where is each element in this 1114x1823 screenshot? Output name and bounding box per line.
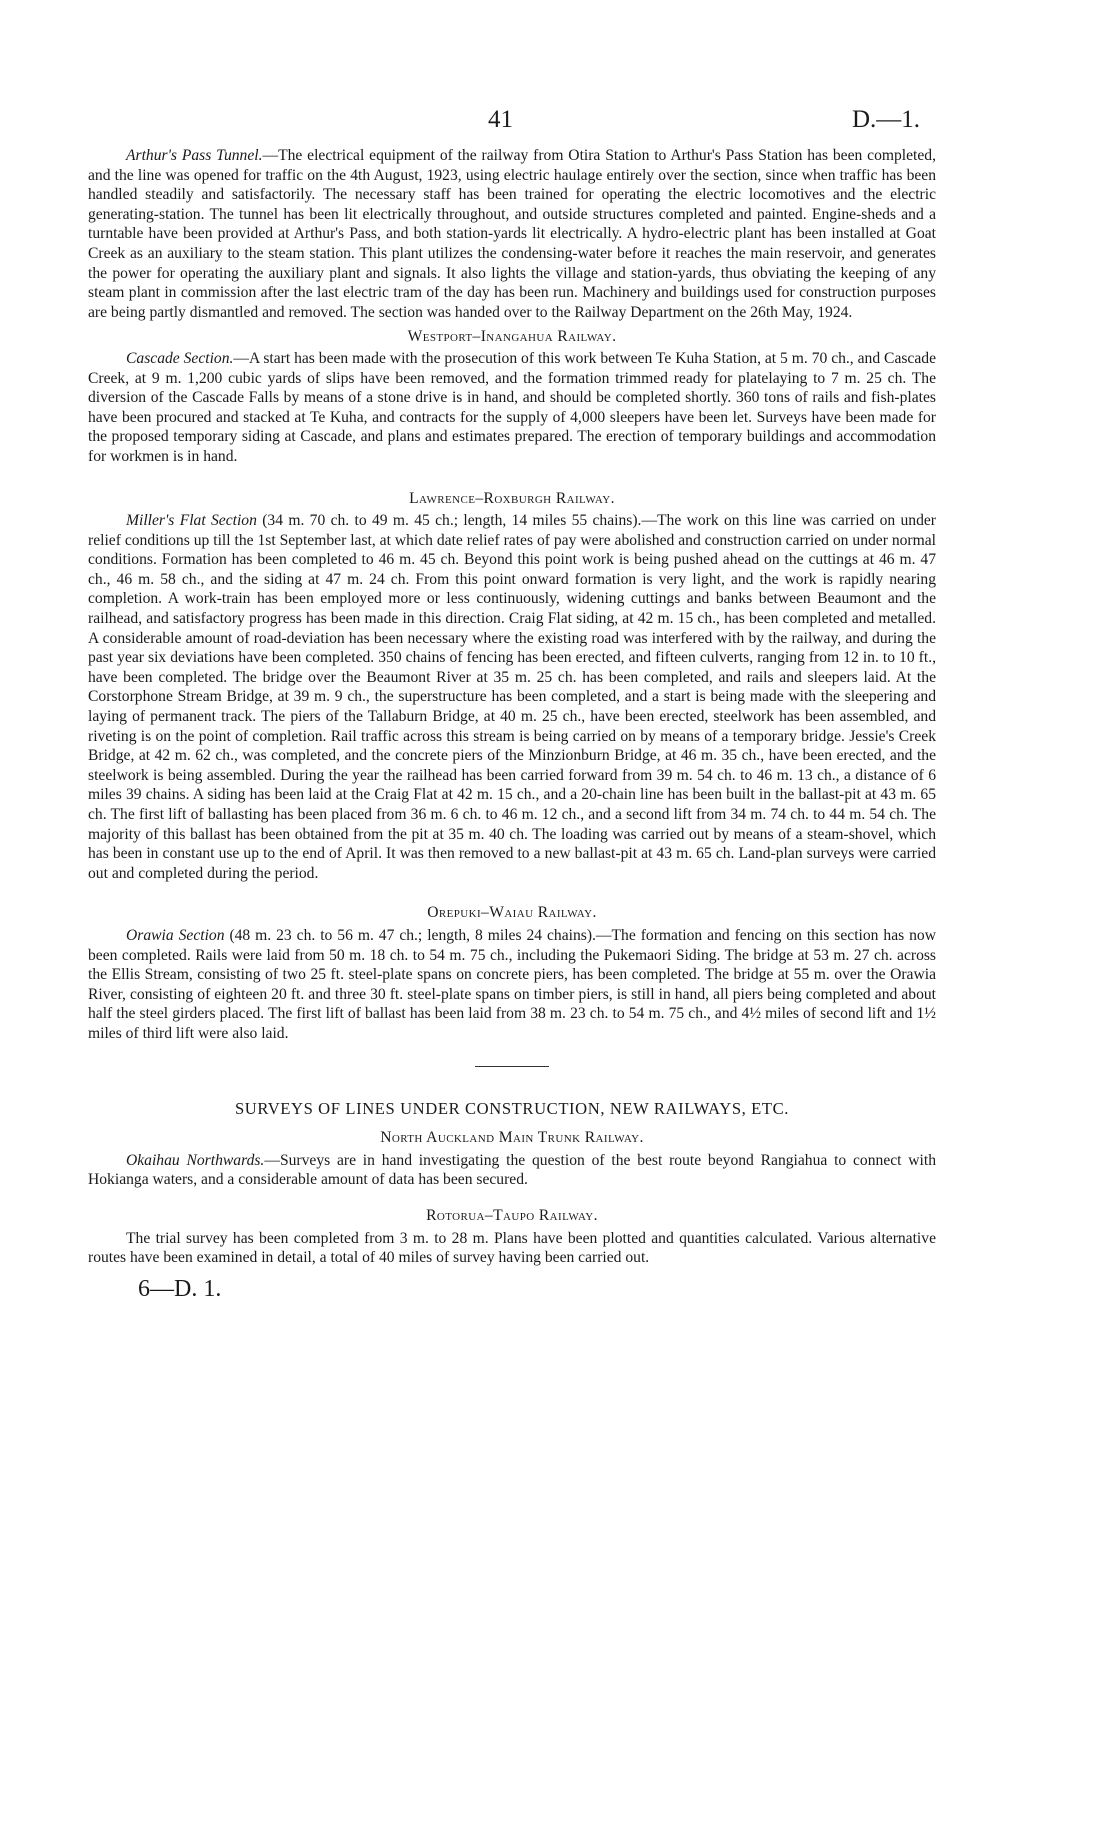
page-number: 41 [488,106,513,133]
paragraph-millers-flat-section [88,511,936,883]
section-divider [475,1066,549,1067]
section-heading-westport: Westport–Inangahua Railway. [407,328,617,346]
section-heading-surveys: SURVEYS OF LINES UNDER CONSTRUCTION, NEW RAILWAYS, ETC. [234,1098,790,1118]
paragraph-lead: Orawia Section [126,926,225,944]
paragraph-okaihau-northwards [88,1151,936,1190]
paragraph-text: (48 m. 23 ch. to 56 m. 47 ch.; length, 8 miles 24 chains).—The formation and fencing on this section has now been completed. Rails were laid from 50 m. 18 ch. to 54 m. 75 ch., including the Pukemaori Siding. The bridge at 53 m. 27 ch. across the Ellis Stream, consisting of two 25 ft. steel-plate spans on concrete piers, has been completed. The bridge at 55 m. over the Orawia River, consisting of eighteen 20 ft. and three 30 ft. steel-plate spans on timber piers, is still in hand, all piers being completed and about half the steel girders placed. The first lift of ballast has been laid from 38 m. 23 ch. to 54 m. 75 ch., and 4½ miles of second lift and 1½ miles of third lift were also laid. [88,926,936,1042]
paragraph-rotorua-taupo: The trial survey has been completed from 3 m. to 28 m. Plans have been plotted and quantities calculated. Various alternative routes have been examined in detail, a total of 40 miles of survey having been carried out. [88,1229,936,1267]
paragraph-orawia-section [88,926,936,1044]
printer-signature: 6—D. 1. [138,1275,222,1302]
paragraph-text: —The electrical equipment of the railway from Otira Station to Arthur's Pass Station has been completed, and the line was opened for traffic on the 4th August, 1923, using electric haulage entirely over the section, since when traffic has been handled steadily and satisfactorily. The necessary staff has been trained for operating the electric locomotives and the electric generating-station. The tunnel has been lit electrically throughout, and outside structures completed and painted. Engine-sheds and a turntable have been provided at Arthur's Pass, and both station-yards lit electrically. A hydro-electric plant has been installed at Goat Creek as an auxiliary to the steam station. This plant utilizes the condensing-water before it reaches the main reservoir, and generates the power for operating the auxiliary plant and signals. It also lights the village and station-yards, thus obviating the keeping of any steam plant in commission after the last electric tram of the day has been run. Machinery and buildings used for construction purposes are being partly dismantled and removed. The section was handed over to the Railway Department on the 26th May, 1924. [88,147,936,321]
document-body [88,146,937,1302]
document-reference: D.—1. [852,106,921,133]
paragraph-lead: Okaihau Northwards. [126,1151,265,1169]
paragraph-text: —A start has been made with the prosecution of this work between Te Kuha Station, at 5 m. 70 ch., and Cascade Creek, at 9 m. 1,200 cubic yards of slips have been removed, and the formation trimmed ready for platelaying to 7 m. 25 ch. The diversion of the Cascade Falls by means of a stone drive is in hand, and should be completed shortly. 360 tons of rails and fish-plates have been procured and stacked at Te Kuha, and contracts for the supply of 4,000 sleepers have been let. Surveys have been made for the proposed temporary siding at Cascade, and plans and estimates prepared. The erection of temporary buildings and accommodation for workmen is in hand. [88,349,936,465]
section-heading-north-auckland: North Auckland Main Trunk Railway. [380,1129,644,1147]
paragraph-text: —Surveys are in hand investigating the question of the best route beyond Rangiahua to connect with Hokianga waters, and a considerable amount of data has been secured. [88,1151,937,1189]
paragraph-arthurs-pass-tunnel [88,146,936,322]
section-heading-orepuki: Orepuki–Waiau Railway. [427,904,597,922]
section-heading-rotorua: Rotorua–Taupo Railway. [426,1206,598,1224]
paragraph-text: (34 m. 70 ch. to 49 m. 45 ch.; length, 14 miles 55 chains).—The work on this line was carried on under relief conditions up till the 1st September last, at which date relief rates of pay were abolished and construction carried on under normal conditions. Formation has been completed to 46 m. 45 ch. Beyond this point work is being pushed ahead on the cuttings at 46 m. 47 ch., 46 m. 58 ch., and the siding at 47 m. 24 ch. From this point onward formation is very light, and the work is rapidly nearing completion. A work-train has been employed more or less continuously, widening cuttings and banks between Beaumont and the railhead, and satisfactory progress has been made in this direction. Craig Flat siding, at 42 m. 15 ch., has been completed and metalled. A considerable amount of road-deviation has been necessary where the existing road was interfered with by the railway, and during the past year six deviations have been completed. 350 chains of fencing has been erected, and fifteen culverts, ranging from 12 in. to 10 ft., have been completed. The bridge over the Beaumont River at 35 m. 25 ch. has been completed, and rails and sleepers laid. At the Corstorphone Stream Bridge, at 39 m. 9 ch., the superstructure has been completed, and a start is being made with the sleepering and laying of permanent track. The piers of the Tallaburn Bridge, at 40 m. 25 ch., have been erected, steelwork has been assembled, and riveting is on the point of completion. Rail traffic across this stream is being carried on by means of a temporary bridge. Jessie's Creek Bridge, at 42 m. 62 ch., was completed, and the concrete piers of the Minzionburn Bridge, at 46 m. 35 ch., have been erected, and the steelwork is being assembled. During the year the railhead has been carried forward from 39 m. 54 ch. to 46 m. 13 ch., a distance of 6 miles 39 chains. A siding has been laid at the Craig Flat at 42 m. 15 ch., and a 20-chain line has been built in the ballast-pit at 43 m. 65 ch. The first lift of ballasting has been placed from 36 m. 6 ch. to 46 m. 12 ch., and a second lift from 34 m. 74 ch. to 44 m. 54 ch. The majority of this ballast has been obtained from the pit at 35 m. 40 ch. The loading was carried out by means of a steam-shovel, which has been in constant use up to the end of April. It was then removed to a new ballast-pit at 43 m. 65 ch. Land-plan surveys were carried out and completed during the period. [88,512,936,882]
paragraph-cascade-section [88,349,936,467]
paragraph-lead: Miller's Flat Section [126,512,257,530]
paragraph-lead: Cascade Section. [126,349,234,367]
section-heading-lawrence: Lawrence–Roxburgh Railway. [409,489,615,507]
paragraph-lead: Arthur's Pass Tunnel. [126,147,263,164]
